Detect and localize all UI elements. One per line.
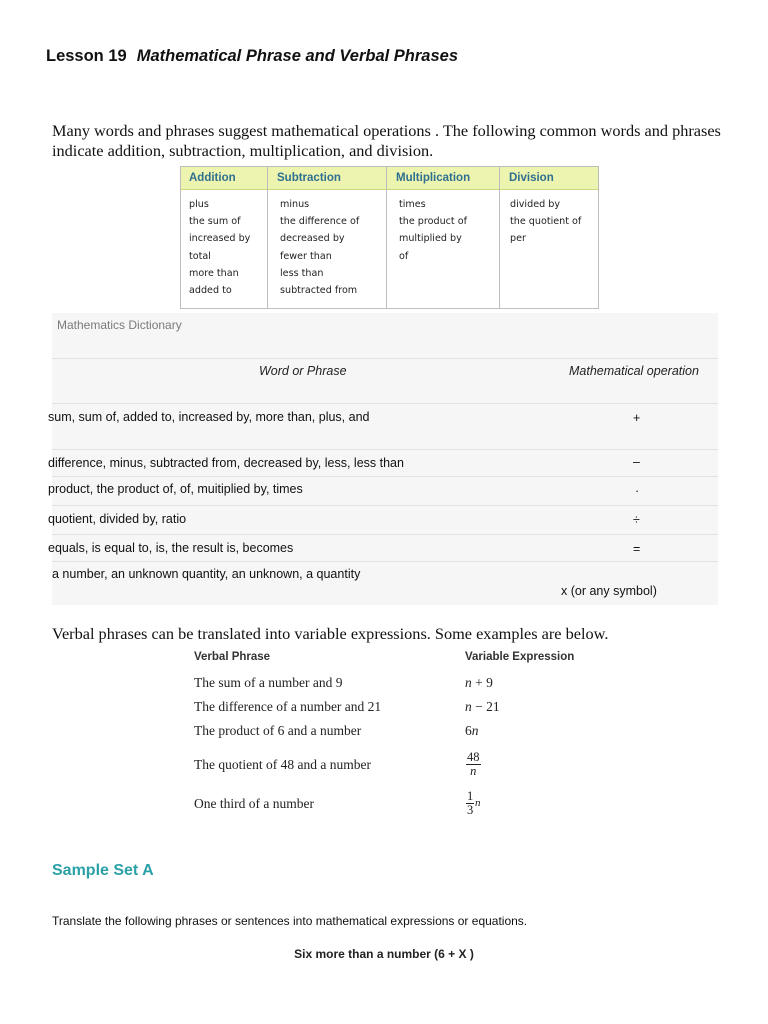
variable-expression [465, 699, 500, 715]
fraction-expression [466, 790, 474, 817]
list-item: the quotient of [510, 216, 582, 228]
verbal-intro: Verbal phrases can be translated into variable expressions. Some examples are below. [52, 624, 609, 643]
list-item: multiplied by [399, 233, 462, 245]
dictionary-operation: · [635, 484, 640, 498]
column-divider [499, 167, 500, 308]
variable-expression [465, 723, 479, 739]
dictionary-word: equals, is equal to, is, the result is, becomes [48, 541, 294, 555]
variable-expression [465, 675, 493, 691]
list-item: per [510, 233, 526, 245]
coefficient: 6 [465, 723, 472, 738]
dictionary-operation: + [633, 411, 641, 425]
list-item: total [189, 250, 211, 262]
row-divider [52, 561, 718, 562]
list-item: increased by [189, 233, 251, 245]
list-item: the difference of [280, 216, 360, 228]
list-item: the sum of [189, 216, 241, 228]
intro-paragraph: Many words and phrases suggest mathematical operations . The following common words and phrases indicate addition, subtraction, multiplication, and division. [52, 121, 721, 160]
row-divider [52, 476, 718, 477]
list-item: of [399, 250, 409, 262]
fraction-denominator: 3 [467, 803, 474, 817]
dictionary-operation: ÷ [633, 513, 640, 527]
variable: n [475, 797, 481, 809]
row-divider [52, 358, 718, 359]
header-verbal-phrase: Verbal Phrase [194, 651, 271, 663]
dictionary-header-word: Word or Phrase [259, 364, 347, 378]
list-item: subtracted from [280, 285, 358, 297]
verbal-phrase: The difference of a number and 21 [194, 699, 382, 714]
list-item: fewer than [280, 250, 332, 262]
verbal-phrase: The sum of a number and 9 [194, 675, 343, 690]
dictionary-title: Mathematics Dictionary [57, 318, 182, 332]
list-item: decreased by [280, 233, 345, 245]
dictionary-word: sum, sum of, added to, increased by, more than, plus, and [48, 410, 370, 424]
sample-example: Six more than a number (6 + X ) [294, 947, 474, 961]
variable: n [465, 699, 472, 714]
column-multiplication [391, 189, 499, 308]
header-multiplication: Multiplication [396, 172, 471, 184]
column-divider [267, 167, 268, 308]
verbal-phrase: One third of a number [194, 796, 314, 811]
row-divider [52, 449, 718, 450]
fraction-expression [466, 751, 481, 778]
expression-rest: − 21 [471, 699, 500, 714]
lesson-title [46, 47, 458, 66]
dictionary-word: product, the product of, of, muitiplied by, times [48, 482, 303, 496]
fraction-denominator: n [470, 764, 477, 778]
list-item: divided by [510, 199, 560, 210]
header-addition: Addition [189, 172, 236, 184]
dictionary-operation: = [633, 542, 641, 556]
lesson-subtitle: Mathematical Phrase and Verbal Phrases [136, 47, 459, 65]
sample-instruction: Translate the following phrases or sentences into mathematical expressions or equations. [52, 914, 528, 928]
row-divider [52, 403, 718, 404]
row-divider [52, 534, 718, 535]
list-item: plus [189, 199, 209, 210]
lesson-number: Lesson 19 [46, 47, 127, 65]
fraction-numerator: 48 [467, 750, 480, 764]
variable: n [465, 675, 472, 690]
list-item: the product of [399, 216, 467, 228]
header-variable-expression: Variable Expression [465, 651, 575, 663]
header-division: Division [509, 172, 554, 184]
list-item: minus [280, 199, 310, 210]
variable: n [471, 723, 479, 738]
column-divider [386, 167, 387, 308]
dictionary-word: quotient, divided by, ratio [48, 512, 187, 526]
column-addition [181, 189, 267, 308]
dictionary-operation: – [633, 455, 640, 469]
list-item: more than [189, 267, 239, 279]
expression-rest: + 9 [471, 675, 493, 690]
column-subtraction [272, 189, 386, 308]
list-item: added to [189, 285, 232, 297]
verbal-phrase: The quotient of 48 and a number [194, 757, 371, 772]
verbal-phrase: The product of 6 and a number [194, 723, 362, 738]
row-divider [52, 505, 718, 506]
dictionary-word: difference, minus, subtracted from, decreased by, less, less than [48, 456, 404, 470]
dictionary-word: a number, an unknown quantity, an unknown, a quantity [52, 567, 361, 581]
header-subtraction: Subtraction [277, 172, 341, 184]
fraction-numerator: 1 [467, 789, 474, 803]
dictionary-header-operation: Mathematical operation [569, 364, 699, 378]
dictionary-operation: x (or any symbol) [561, 584, 657, 598]
operations-table [180, 166, 599, 309]
column-division [502, 189, 598, 308]
list-item: times [399, 199, 426, 210]
list-item: less than [280, 267, 324, 279]
sample-set-title: Sample Set A [52, 862, 154, 879]
